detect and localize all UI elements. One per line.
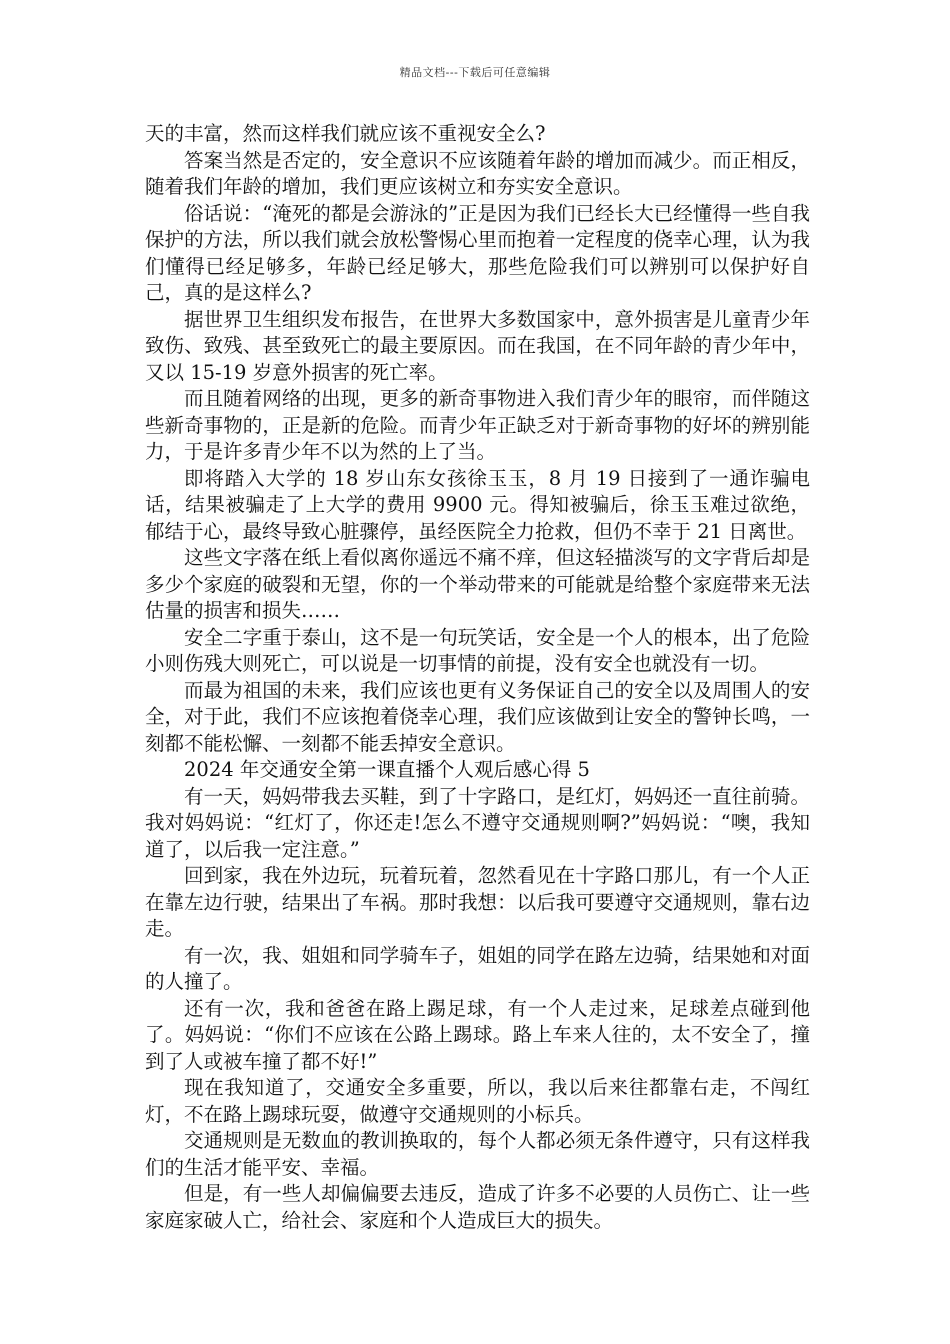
page-header: 精品文档---下载后可任意编辑 [399, 66, 551, 79]
paragraph: 现在我知道了，交通安全多重要，所以，我以后来往都靠右走，不闯红灯，不在路上踢球玩耍，做遵守交通规则的小标兵。 [145, 1076, 810, 1126]
paragraph: 还有一次，我和爸爸在路上踢足球，有一个人走过来，足球差点碰到他了。妈妈说：“你们不应该在公路上踢球。路上车来人往的，太不安全了，撞到了人或被车撞了都不好!” [145, 996, 810, 1073]
paragraph: 据世界卫生组织发布报告，在世界大多数国家中，意外损害是儿童青少年致伤、致残、甚至致死亡的最主要原因。而在我国，在不同年龄的青少年中，又以 15-19 岁意外损害的死亡率。 [145, 307, 810, 384]
document-body [145, 121, 810, 1234]
paragraph: 这些文字落在纸上看似离你遥远不痛不痒，但这轻描淡写的文字背后却是多少个家庭的破裂和无望，你的一个举动带来的可能就是给整个家庭带来无法估量的损害和损失…… [145, 546, 810, 622]
paragraph: 天的丰富，然而这样我们就应该不重视安全么? [145, 122, 546, 145]
paragraph: 而且随着网络的出现，更多的新奇事物进入我们青少年的眼帘，而伴随这些新奇事物的，正是新的危险。而青少年正缺乏对于新奇事物的好坏的辨别能力，于是许多青少年不以为然的上了当。 [145, 387, 810, 463]
paragraph: 回到家，我在外边玩，玩着玩着，忽然看见在十字路口那儿，有一个人正在靠左边行驶，结果出了车祸。那时我想：以后我可要遵守交通规则，靠右边走。 [145, 864, 810, 940]
section-title: 2024 年交通安全第一课直播个人观后感心得 5 [184, 758, 590, 781]
paragraph: 即将踏入大学的 18 岁山东女孩徐玉玉，8 月 19 日接到了一通诈骗电话，结果被骗走了上大学的费用 9900 元。得知被骗后，徐玉玉难过欲绝，郁结于心，最终导致心脏骤停，虽经医院全力抢救，但仍不幸于 21 日离世。 [145, 466, 810, 543]
paragraph: 但是，有一些人却偏偏要去违反，造成了许多不必要的人员伤亡、让一些家庭家破人亡，给社会、家庭和个人造成巨大的损失。 [145, 1182, 810, 1232]
paragraph: 而最为祖国的未来，我们应该也更有义务保证自己的安全以及周围人的安全，对于此，我们不应该抱着侥幸心理，我们应该做到让安全的警钟长鸣，一刻都不能松懈、一刻都不能丢掉安全意识。 [145, 678, 810, 755]
paragraph: 安全二字重于泰山，这不是一句玩笑话，安全是一个人的根本，出了危险小则伤残大则死亡，可以说是一切事情的前提，没有安全也就没有一切。 [145, 625, 810, 675]
paragraph: 有一天，妈妈带我去买鞋，到了十字路口，是红灯，妈妈还一直往前骑。我对妈妈说：“红灯了，你还走!怎么不遵守交通规则啊?”妈妈说：“噢，我知道了，以后我一定注意。” [145, 784, 810, 861]
paragraph: 答案当然是否定的，安全意识不应该随着年龄的增加而减少。而正相反，随着我们年龄的增加，我们更应该树立和夯实安全意识。 [145, 148, 810, 198]
paragraph: 有一次，我、姐姐和同学骑车子，姐姐的同学在路左边骑，结果她和对面的人撞了。 [145, 943, 810, 993]
paragraph: 俗话说：“淹死的都是会游泳的”正是因为我们已经长大已经懂得一些自我保护的方法，所以我们就会放松警惕心里而抱着一定程度的侥幸心理，认为我们懂得已经足够多，年龄已经足够大，那些危险我们可以辨别可以保护好自己，真的是这样么? [145, 201, 810, 304]
paragraph: 交通规则是无数血的教训换取的，每个人都必须无条件遵守，只有这样我们的生活才能平安、幸福。 [145, 1129, 810, 1179]
